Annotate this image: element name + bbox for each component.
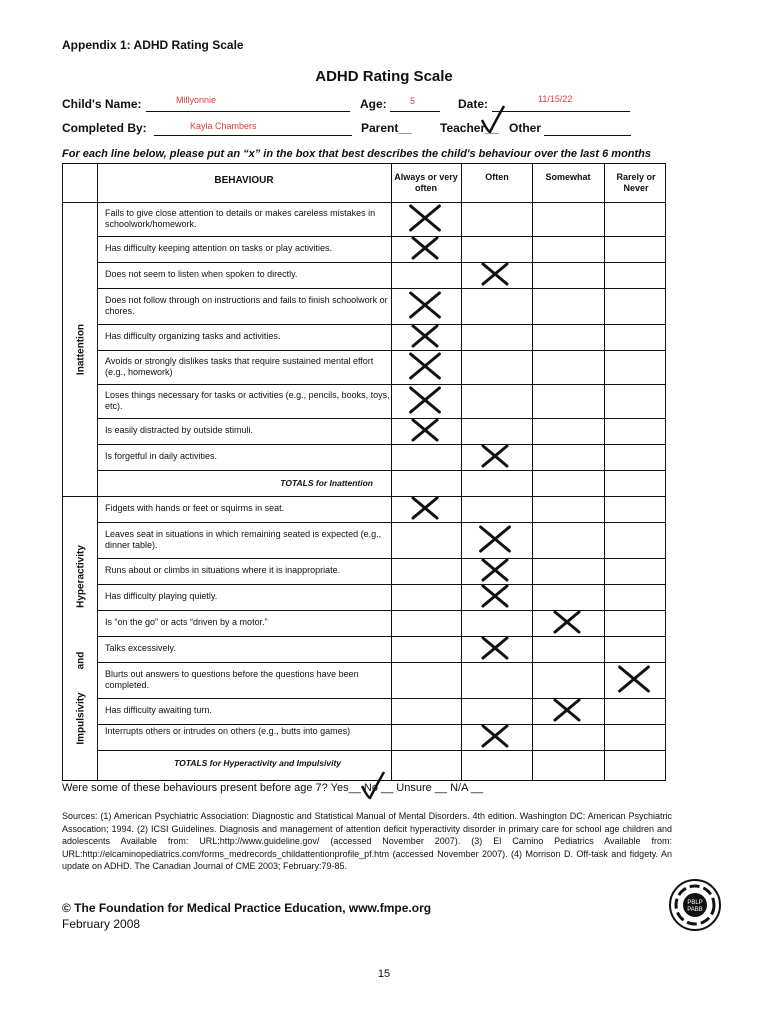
behaviour-row-text: Leaves seat in situations in which remaining seated is expected (e.g., dinner table). (105, 528, 382, 550)
behaviour-row-text: Does not seem to listen when spoken to directly. (105, 269, 298, 280)
date-value: 11/15/22 (538, 94, 573, 104)
behaviour-row-text: Is easily distracted by outside stimuli. (105, 425, 254, 436)
column-header-always: Always or very often (394, 172, 458, 193)
age-field[interactable] (390, 97, 440, 112)
behaviour-row-text: Does not follow through on instructions and fails to finish schoolwork or chores. (105, 294, 388, 316)
age-label: Age: (360, 97, 387, 111)
behaviour-row-text: Has difficulty playing quietly. (105, 591, 218, 602)
child-name-field[interactable] (146, 97, 350, 112)
teacher-option[interactable]: Teacher__ (440, 121, 499, 135)
child-name-label: Child's Name: (62, 97, 142, 111)
age-value: 5 (410, 96, 416, 106)
other-option[interactable]: Other (509, 121, 542, 135)
completed-by-value: Kayla Chambers (190, 121, 257, 131)
behaviour-row-text: Has difficulty organizing tasks and activities. (105, 331, 281, 342)
column-header-somewhat: Somewhat (545, 172, 591, 182)
copyright: © The Foundation for Medical Practice Education, www.fmpe.org (62, 901, 432, 915)
sources-text: Sources: (1) American Psychiatric Association: Diagnostic and Statistical Manual of Mental Disorders. 4th edition. Washington DC: American Psychiatric Assocation; 1994. (2) ICSI Guidelines. Diagnosis and management of attention deficit hyperactivity disorder in primary care for school age children and adolescents Available from: URL:http://www.guideline.gov/ (accessed November 2007). (3) El Camino Pediatrics Available from: URL:http://elcaminopediatrics.com/forms_medrecords_childattentionprofile_pf.htm (accessed November 2007). (4) Morrison D. Off-task and fidgety. An update on ADHD. The Canadian Journal of CME 2003; February:79-85. (62, 811, 672, 871)
section-label-impulsivity: Impulsivity (75, 692, 87, 745)
behaviour-row-text: Talks excessively. (105, 643, 176, 654)
instructions: For each line below, please put an “x” in the box that best describes the child's behaviour over the last 6 months (62, 148, 652, 160)
page-title: ADHD Rating Scale (315, 68, 453, 85)
behaviour-row-text: Interrupts others or intrudes on others (e.g., butts into games) (105, 725, 351, 736)
behaviour-row-text: Fidgets with hands or feet or squirms in seat. (105, 503, 285, 514)
publication-date: February 2008 (62, 917, 141, 931)
behaviour-row-text: Is forgetful in daily activities. (105, 451, 218, 462)
behaviour-row-text: Avoids or strongly dislikes tasks that require sustained mental effort (e.g., homework) (105, 355, 374, 377)
section-label-and: and (75, 651, 87, 670)
behaviour-row-text: Loses things necessary for tasks or activities (e.g., pencils, books, toys, etc). (105, 389, 390, 411)
behaviour-row-text: Runs about or climbs in situations where it is inappropriate. (105, 565, 341, 576)
rating-table (62, 163, 666, 781)
page-number: 15 (377, 968, 391, 980)
totals-row-label: TOTALS for Inattention (280, 478, 373, 488)
column-header-rarely: Rarely or Never (616, 172, 656, 193)
logo-text-top: PBLP (687, 900, 703, 906)
section-label-inattention: Inattention (75, 323, 87, 376)
column-header-often: Often (485, 172, 509, 182)
other-field[interactable] (544, 121, 631, 136)
date-field[interactable] (492, 94, 630, 112)
completed-by-label: Completed By: (62, 121, 147, 135)
behaviour-row-text: Has difficulty awaiting turn. (105, 705, 212, 716)
behaviour-row-text: Has difficulty keeping attention on tasks or play activities. (105, 243, 332, 254)
behaviour-row-text: Fails to give close attention to details or makes careless mistakes in schoolwork/homework. (105, 207, 376, 229)
child-name-value: Millyonnie (176, 95, 217, 105)
fmpe-logo (668, 878, 722, 932)
appendix-heading: Appendix 1: ADHD Rating Scale (62, 38, 244, 52)
behaviour-row-text: Blurts out answers to questions before the questions have been completed. (105, 668, 359, 690)
parent-option[interactable]: Parent__ (361, 121, 412, 135)
logo-text-bottom: PABB (687, 907, 703, 913)
totals-row-label: TOTALS for Hyperactivity and Impulsivity (174, 758, 341, 768)
date-label: Date: (458, 97, 489, 111)
present-before-seven-question: Were some of these behaviours present before age 7? Yes__ No __ Unsure __ N/A __ (62, 782, 484, 794)
behaviour-row-text: Is “on the go” or acts “driven by a motor.” (105, 617, 268, 628)
section-label-hyperactivity: Hyperactivity (75, 545, 87, 608)
completed-by-field[interactable] (154, 121, 352, 136)
column-header-behaviour: BEHAVIOUR (214, 175, 274, 186)
